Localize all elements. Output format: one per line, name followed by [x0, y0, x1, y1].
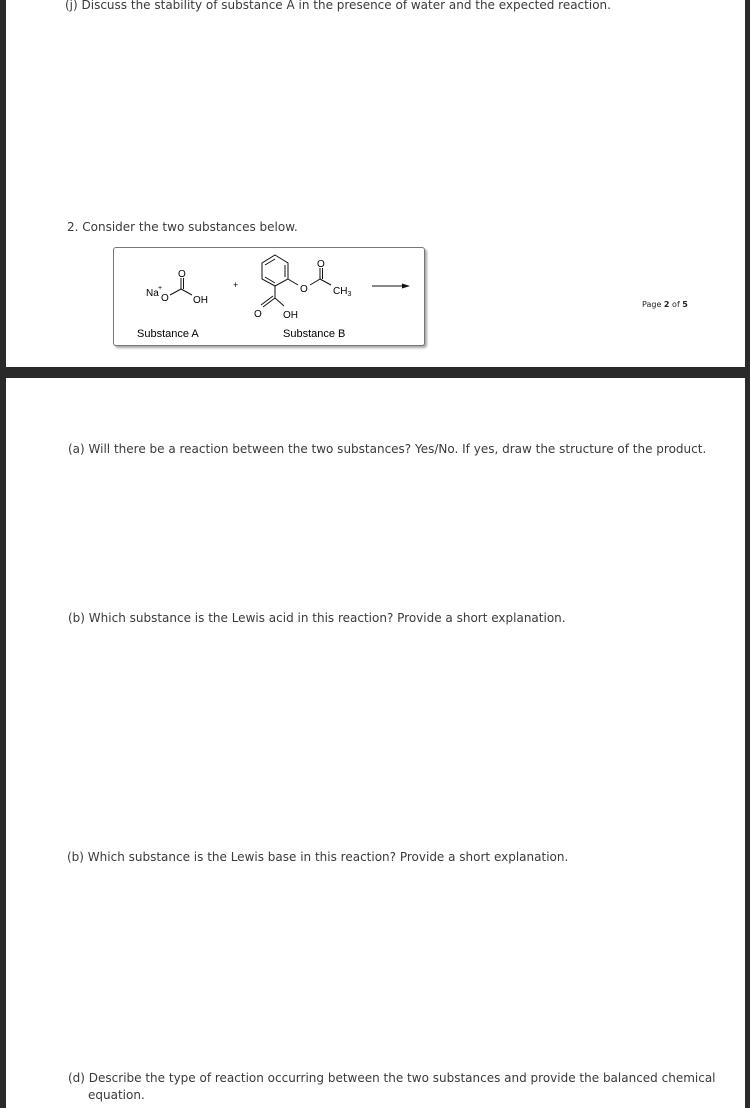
- sodium-charge: +: [158, 285, 163, 292]
- sodium-label: Na: [146, 288, 159, 299]
- document-page-bottom: [6, 378, 745, 1108]
- reaction-scheme-box: [113, 247, 425, 346]
- question-2-intro: 2. Consider the two substances below.: [67, 220, 298, 234]
- bond-a-2: [181, 289, 192, 295]
- reaction-arrow-head: [402, 284, 410, 289]
- b-acid-carbonyl-oxygen: O: [254, 309, 262, 320]
- benzene-ring: [262, 255, 288, 286]
- b-ester-carbonyl-oxygen: O: [317, 259, 325, 270]
- page-number-label: Page 2 of 5: [642, 300, 688, 309]
- bond-a-1: [170, 289, 181, 295]
- a-carbonyl-oxygen: O: [178, 269, 186, 280]
- a-hydroxyl: OH: [193, 295, 208, 306]
- b-ester-oxygen: O: [300, 284, 308, 295]
- question-d-line1: (d) Describe the type of reaction occurring between the two substances and provide the balanced chemical: [68, 1071, 716, 1085]
- substance-b-label: Substance B: [283, 328, 346, 340]
- bond-cooh-oh: [275, 298, 284, 306]
- question-b-lewis-acid: (b) Which substance is the Lewis acid in this reaction? Provide a short explanation.: [68, 611, 566, 625]
- question-b-lewis-base: (b) Which substance is the Lewis base in this reaction? Provide a short explanation.: [67, 850, 569, 864]
- bond-o-c: [310, 279, 320, 285]
- b-acid-hydroxyl: OH: [283, 310, 298, 321]
- substance-a-label: Substance A: [137, 328, 199, 340]
- question-a: (a) Will there be a reaction between the two substances? Yes/No. If yes, draw the structure of the product.: [68, 442, 707, 456]
- ring-double-3: [265, 277, 275, 283]
- reaction-scheme-drawing: [114, 248, 424, 345]
- plus-sign: +: [233, 280, 239, 290]
- bond-ring-o: [288, 279, 298, 285]
- question-d-line2: equation.: [88, 1088, 145, 1102]
- b-methyl: $CH_3$: [333, 286, 352, 298]
- question-j: (j) Discuss the stability of substance A in the presence of water and the expected reaction.: [65, 0, 611, 12]
- a-oxygen-anion: O: [161, 293, 169, 304]
- bond-c-ch3: [320, 279, 331, 285]
